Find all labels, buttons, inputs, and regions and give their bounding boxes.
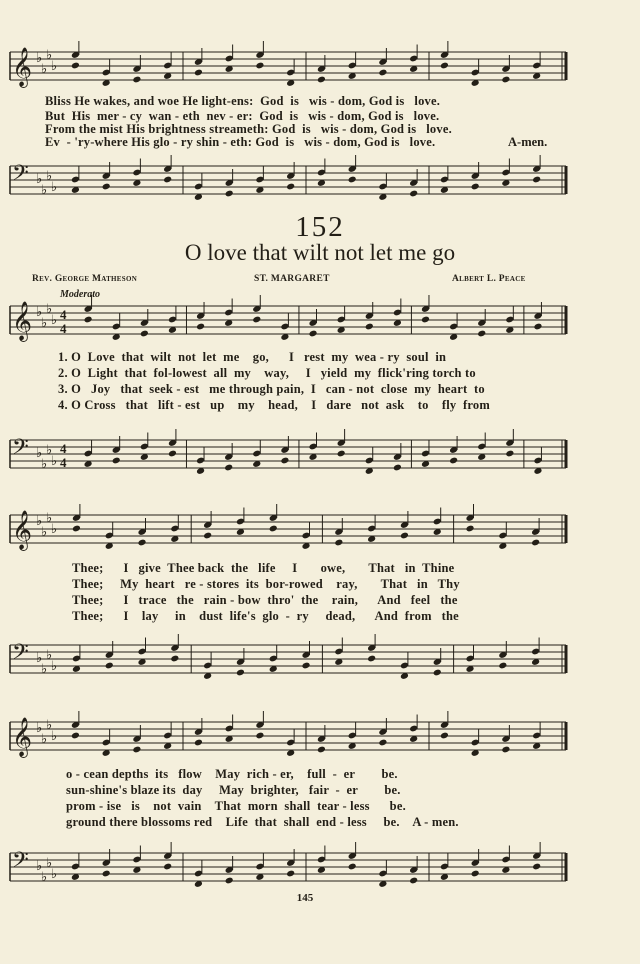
system2-verse-1: Thee; I give Thee back the life I owe, That in Thine [72, 561, 455, 575]
svg-text:4: 4 [60, 321, 67, 336]
svg-text:4: 4 [60, 307, 67, 322]
system3-bass-staff [10, 848, 566, 885]
svg-text:♭: ♭ [41, 870, 48, 885]
page-number: 145 [296, 892, 314, 904]
svg-text:♭: ♭ [36, 172, 43, 187]
svg-text:♭: ♭ [51, 522, 58, 537]
svg-text:♭: ♭ [51, 659, 58, 674]
system3-verse-4: ground there blossoms red Life that shall end - less be. A - men. [66, 815, 459, 829]
author-credit: Rev. George Matheson [32, 274, 138, 284]
svg-text:♭: ♭ [51, 454, 58, 469]
tempo-marking: Moderato [60, 289, 100, 300]
svg-text:𝄞: 𝄞 [12, 510, 33, 550]
system1-treble-staff [10, 301, 566, 341]
svg-text:♭: ♭ [46, 302, 53, 317]
composer-credit: Albert L. Peace [452, 274, 526, 284]
svg-text:𝄢: 𝄢 [12, 161, 29, 191]
svg-text:♭: ♭ [36, 446, 43, 461]
previous-lyric-line-3: From the mist His brightness streameth: God is wis - dom, God is love. [45, 122, 452, 136]
svg-text:♭: ♭ [51, 729, 58, 744]
system1-verse-1: 1. O Love that wilt not let me go, I rest my wea - ry soul in [58, 350, 447, 364]
svg-text:♭: ♭ [36, 51, 43, 66]
svg-text:♭: ♭ [36, 305, 43, 320]
svg-text:♭: ♭ [46, 169, 53, 184]
svg-text:♭: ♭ [51, 59, 58, 74]
svg-text:♭: ♭ [36, 651, 43, 666]
svg-text:♭: ♭ [41, 183, 48, 198]
svg-text:♭: ♭ [41, 662, 48, 677]
svg-text:♭: ♭ [51, 867, 58, 882]
system2-verse-4: Thee; I lay in dust life's glo - ry dead, And from the [72, 609, 459, 623]
previous-lyric-line-2: But His mer - cy wan - eth nev - er: God is wis - dom, God is love. [45, 109, 440, 123]
svg-text:𝄢: 𝄢 [12, 435, 29, 465]
previous-lyric-line-4: Ev - 'ry-where His glo - ry shin - eth: God is wis - dom, God is love. [45, 135, 436, 149]
svg-text:♭: ♭ [36, 514, 43, 529]
svg-text:♭: ♭ [36, 859, 43, 874]
system1-verse-3: 3. O Joy that seek - est me through pain, I can - not close my heart to [58, 382, 485, 396]
svg-text:4: 4 [60, 441, 67, 456]
svg-text:♭: ♭ [46, 443, 53, 458]
svg-text:𝄢: 𝄢 [12, 848, 29, 878]
hymn-title: O love that wilt not let me go [184, 240, 456, 265]
svg-text:𝄞: 𝄞 [12, 47, 33, 87]
system1-verse-2: 2. O Light that fol-lowest all my way, I yield my flick'ring torch to [58, 366, 476, 380]
previous-lyric-line-1: Bliss He wakes, and woe He light-ens: God is wis - dom, God is love. [45, 94, 441, 108]
svg-text:♭: ♭ [46, 48, 53, 63]
hymn-number: 152 [295, 211, 345, 243]
system2-verse-2: Thee; My heart re - stores its bor-rowed ray, That in Thy [72, 577, 460, 591]
svg-text:♭: ♭ [41, 457, 48, 472]
svg-text:♭: ♭ [41, 732, 48, 747]
svg-text:𝄞: 𝄞 [12, 301, 33, 341]
system3-verse-1: o - cean depths its flow May rich - er, full - er be. [66, 767, 398, 781]
system1-verse-4: 4. O Cross that lift - est up my head, I dare not ask to fly from [58, 398, 490, 412]
svg-text:𝄢: 𝄢 [12, 640, 29, 670]
system1-bass-staff [10, 435, 566, 472]
svg-text:♭: ♭ [36, 721, 43, 736]
svg-text:♭: ♭ [51, 313, 58, 328]
svg-text:♭: ♭ [46, 718, 53, 733]
previous-treble-staff [10, 47, 566, 87]
system3-treble-staff [10, 717, 566, 757]
system2-treble-staff [10, 510, 566, 550]
svg-text:♭: ♭ [41, 316, 48, 331]
svg-text:4: 4 [60, 455, 67, 470]
previous-amen: A-men. [508, 135, 548, 149]
svg-text:♭: ♭ [41, 525, 48, 540]
svg-text:♭: ♭ [51, 180, 58, 195]
tune-name: ST. MARGARET [254, 274, 330, 284]
system3-verse-2: sun-shine's blaze its day May brighter, fair - er be. [66, 783, 401, 797]
svg-text:♭: ♭ [41, 62, 48, 77]
system3-verse-3: prom - ise is not vain That morn shall tear - less be. [66, 799, 406, 813]
previous-bass-staff [10, 161, 566, 198]
svg-text:𝄞: 𝄞 [12, 717, 33, 757]
system2-verse-3: Thee; I trace the rain - bow thro' the rain, And feel the [72, 593, 458, 607]
svg-text:♭: ♭ [46, 511, 53, 526]
svg-text:♭: ♭ [46, 856, 53, 871]
svg-text:♭: ♭ [46, 648, 53, 663]
system2-bass-staff [10, 640, 566, 677]
